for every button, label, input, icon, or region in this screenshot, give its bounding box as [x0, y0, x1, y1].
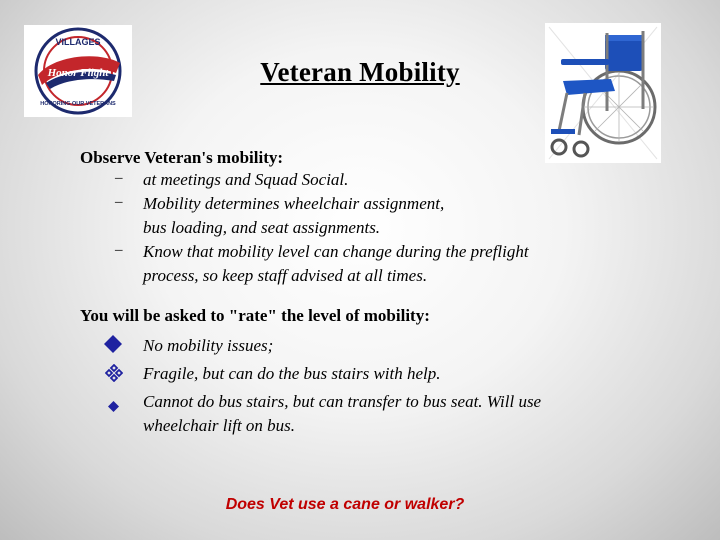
- rate-item: [143, 390, 541, 438]
- observe-item: [115, 240, 529, 288]
- diamond-icon: [104, 335, 122, 360]
- rate-item: [143, 362, 441, 386]
- four-diamond-icon: [105, 364, 123, 389]
- observe-item: [115, 192, 445, 240]
- cane-walker-question: Does Vet use a cane or walker?: [225, 496, 465, 513]
- rate-item-line: Cannot do bus stairs, but can transfer to bus seat. Will use: [143, 392, 542, 411]
- observe-item-line: at meetings and Squad Social.: [143, 170, 349, 189]
- svg-text:VILLAGES: VILLAGES: [55, 37, 101, 47]
- small-diamond-icon: [108, 395, 119, 419]
- dash-marker: –: [115, 194, 123, 210]
- dash-marker: –: [115, 170, 123, 186]
- svg-text:HONORING OUR VETERANS: HONORING OUR VETERANS: [40, 101, 116, 107]
- rate-item: [143, 334, 273, 358]
- observe-item: [115, 168, 349, 192]
- rate-item-line: No mobility issues;: [143, 336, 274, 355]
- observe-item-line: bus loading, and seat assignments.: [143, 218, 381, 237]
- observe-item-line: Mobility determines wheelchair assignment,: [143, 194, 445, 213]
- observe-heading: Observe Veteran's mobility:: [80, 148, 284, 167]
- dash-marker: –: [115, 242, 123, 258]
- wheelchair-image: [545, 23, 661, 163]
- observe-item-line: Know that mobility level can change during the preflight: [143, 242, 529, 261]
- rate-item-line: Fragile, but can do the bus stairs with help.: [143, 364, 441, 383]
- svg-text:Honor Flight: Honor Flight: [47, 67, 109, 79]
- slide-title: Veteran Mobility: [260, 57, 460, 87]
- rate-item-line: wheelchair lift on bus.: [143, 416, 296, 435]
- rate-heading: You will be asked to "rate" the level of mobility:: [80, 306, 430, 325]
- observe-item-line: process, so keep staff advised at all times.: [143, 266, 428, 285]
